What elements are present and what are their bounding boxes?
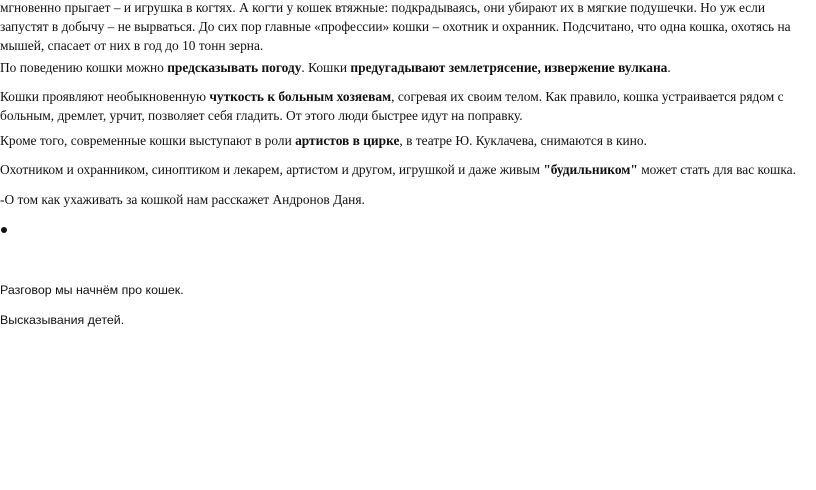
bold-text: чуткость к больным хозяевам bbox=[209, 89, 392, 104]
text: Кроме того, современные кошки выступают в роли bbox=[0, 133, 296, 148]
paragraph-discussion: Разговор мы начнём про кошек. bbox=[0, 283, 184, 297]
bold-text: "будильником" bbox=[543, 162, 638, 177]
text: . bbox=[667, 60, 671, 75]
paragraph-circus bbox=[0, 131, 808, 150]
paragraph-summary bbox=[0, 160, 808, 179]
bold-text: артистов в цирке bbox=[295, 133, 400, 148]
text: . Кошки bbox=[301, 60, 351, 75]
paragraph-speaker: -О том как ухаживать за кошкой нам расскажет Андронов Даня. bbox=[0, 192, 365, 207]
text: По поведению кошки можно bbox=[0, 60, 168, 75]
paragraph-children-statements: Высказывания детей. bbox=[0, 313, 125, 327]
text: может стать для вас кошка. bbox=[637, 162, 796, 177]
text: Кошки проявляют необыкновенную bbox=[0, 89, 210, 104]
text: Охотником и охранником, синоптиком и лекарем, артистом и другом, игрушкой и даже живым bbox=[0, 162, 544, 177]
paragraph-sensitivity bbox=[0, 87, 808, 125]
bullet-icon bbox=[1, 227, 7, 233]
text: , в театре Ю. Куклачева, снимаются в кино. bbox=[399, 133, 647, 148]
bold-text: предсказывать погоду bbox=[167, 60, 302, 75]
paragraph-weather bbox=[0, 58, 808, 77]
text: , согревая их своим телом. Как правило, кошка устраивается рядом с больным, дремлет, урчит, позволяет себя гладить. От этого люди быстрее идут на поправку. bbox=[0, 89, 784, 123]
paragraph-cat-hunting: мгновенно прыгает – и игрушка в когтях. А когти у кошек втяжные: подкрадываясь, они убирают их в мягкие подушечки. Но уж если запустят в добычу – не вырваться. До сих пор главные «профессии» кошки – охотник и охранник. Подсчитано, что одна кошка, охотясь на мышей, спасает от них в год до 10 тонн зерна. bbox=[0, 0, 791, 53]
bold-text: предугадывают землетрясение, извержение вулкана bbox=[350, 60, 668, 75]
